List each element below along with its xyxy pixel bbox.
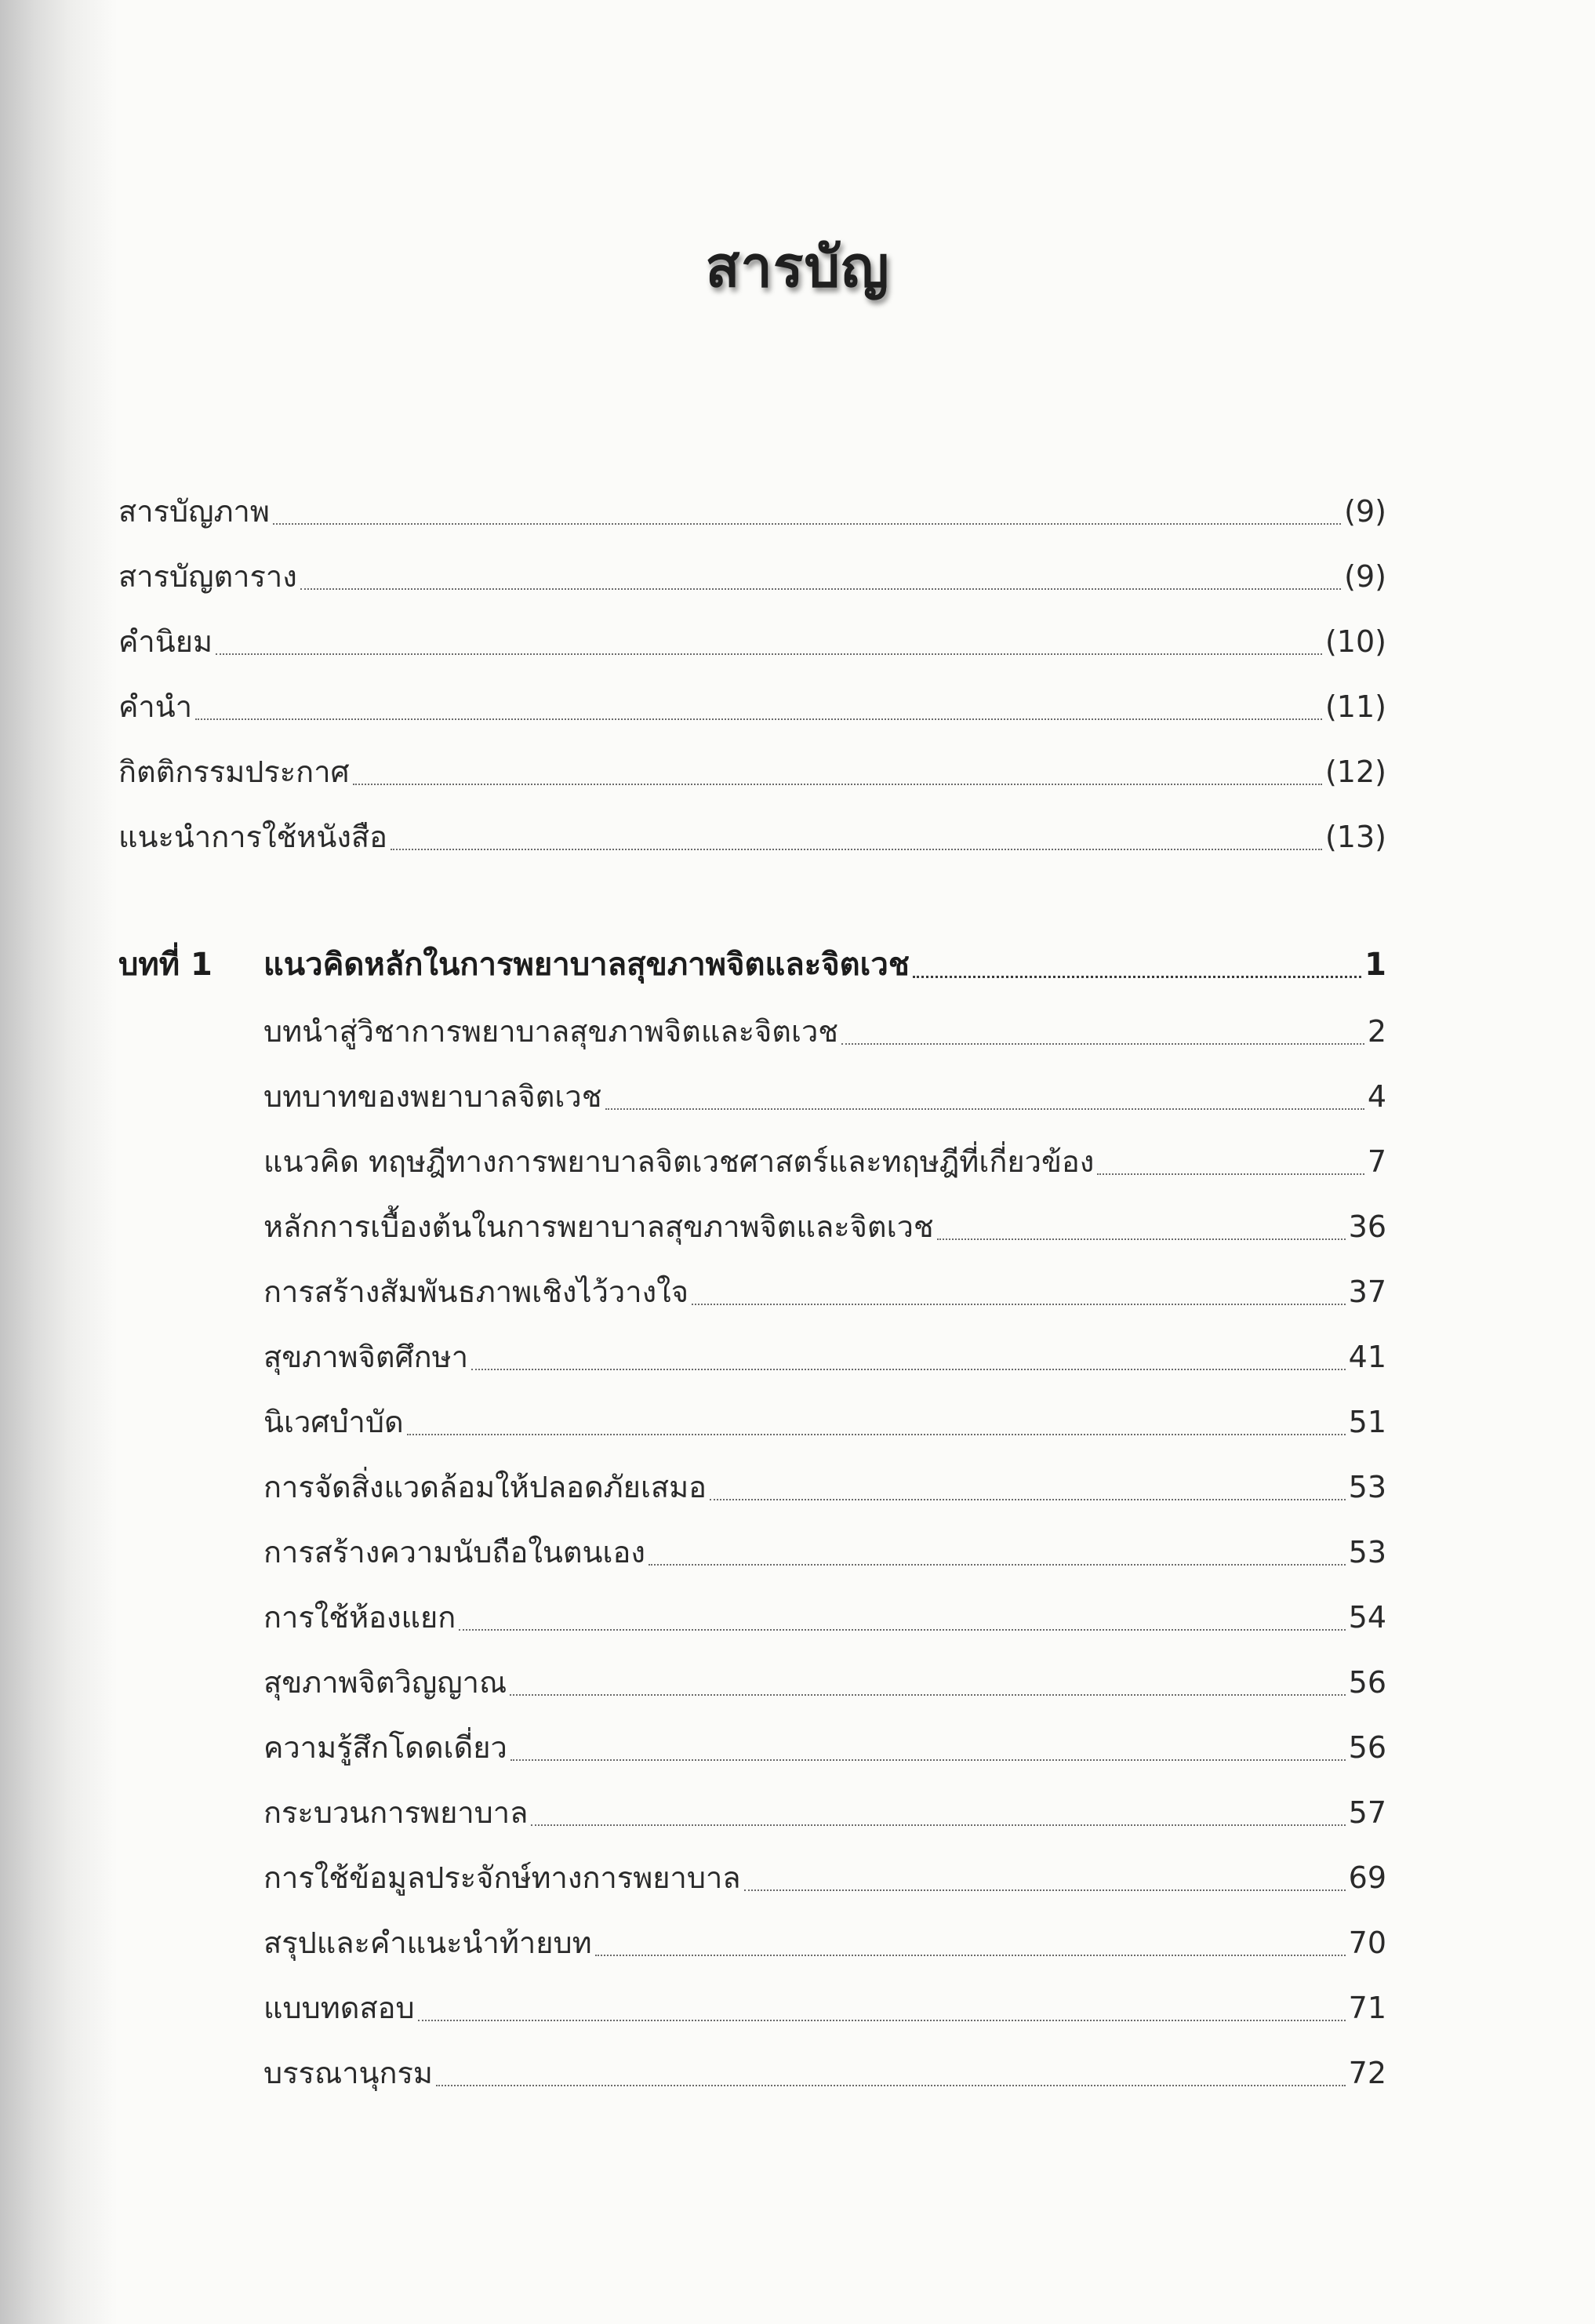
- page-number: 69: [1348, 1860, 1386, 1895]
- entry-label: การใช้ห้องแยก: [263, 1600, 456, 1635]
- entry-label: ความรู้สึกโดดเดี่ยว: [263, 1730, 507, 1765]
- page-number: 71: [1348, 1991, 1386, 2025]
- page-number: 70: [1348, 1926, 1386, 1960]
- dot-leader: [744, 1889, 1346, 1891]
- page-number: 56: [1348, 1730, 1386, 1765]
- dot-leader: [407, 1434, 1346, 1435]
- dot-leader: [273, 523, 1341, 525]
- toc-front-entry: [118, 609, 1386, 675]
- toc-section-entry: [263, 1780, 1386, 1846]
- toc-chapter-heading: [118, 933, 1386, 998]
- entry-label: นิเวศบำบัด: [263, 1405, 404, 1439]
- page-number: 1: [1364, 947, 1386, 983]
- dot-leader: [510, 1759, 1346, 1761]
- dot-leader: [595, 1955, 1346, 1956]
- dot-leader: [937, 1238, 1346, 1240]
- dot-leader: [510, 1694, 1345, 1696]
- dot-leader: [649, 1564, 1346, 1566]
- page-number: (13): [1324, 820, 1386, 854]
- dot-leader: [692, 1304, 1346, 1305]
- page-number: 41: [1348, 1340, 1386, 1374]
- entry-label: สรุปและคำแนะนำท้ายบท: [263, 1926, 592, 1960]
- entry-label: การจัดสิ่งแวดล้อมให้ปลอดภัยเสมอ: [263, 1470, 707, 1504]
- page-number: 57: [1348, 1795, 1386, 1830]
- entry-label: สุขภาพจิตศึกษา: [263, 1340, 469, 1374]
- page-number: 56: [1348, 1665, 1386, 1700]
- dot-leader: [1097, 1173, 1364, 1175]
- toc-section-entry: [263, 1129, 1386, 1195]
- page-title: สารบัญ: [705, 234, 890, 300]
- entry-label: บรรณานุกรม: [263, 2056, 433, 2090]
- page-number: (10): [1324, 624, 1386, 659]
- page-number: 7: [1367, 1144, 1386, 1179]
- dot-leader: [418, 2020, 1346, 2021]
- binding-shadow: [0, 0, 118, 2324]
- page-number: 37: [1348, 1275, 1386, 1309]
- dot-leader: [353, 784, 1322, 785]
- toc-front-entry: [118, 805, 1386, 870]
- entry-label: บทบาทของพยาบาลจิตเวช: [263, 1079, 602, 1114]
- dot-leader: [913, 976, 1361, 978]
- entry-label: สุขภาพจิตวิญญาณ: [263, 1665, 507, 1700]
- toc-section-entry: [263, 2041, 1386, 2106]
- entry-label: การสร้างสัมพันธภาพเชิงไว้วางใจ: [263, 1275, 689, 1309]
- page-number: 51: [1348, 1405, 1386, 1439]
- dot-leader: [459, 1629, 1345, 1631]
- page-number: (9): [1344, 559, 1386, 594]
- page-number: (9): [1344, 494, 1386, 529]
- page-number: 54: [1348, 1600, 1386, 1635]
- entry-label: สารบัญภาพ: [118, 494, 270, 529]
- dot-leader: [531, 1824, 1345, 1826]
- dot-leader: [195, 718, 1322, 720]
- entry-label: บทนำสู่วิชาการพยาบาลสุขภาพจิตและจิตเวช: [263, 1014, 839, 1049]
- toc-section-entry: [263, 999, 1386, 1064]
- dot-leader: [216, 653, 1322, 655]
- entry-label: กระบวนการพยาบาล: [263, 1795, 529, 1830]
- entry-label: กิตติกรรมประกาศ: [118, 755, 350, 789]
- toc-front-entry: [118, 479, 1386, 544]
- page-number: 53: [1348, 1470, 1386, 1504]
- entry-label: แบบทดสอบ: [263, 1991, 415, 2025]
- entry-label: การใช้ข้อมูลประจักษ์ทางการพยาบาล: [263, 1860, 741, 1895]
- toc-section-entry: [263, 1455, 1386, 1520]
- entry-label: สารบัญตาราง: [118, 559, 297, 594]
- toc-section-entry: [263, 1064, 1386, 1129]
- toc-section-entry: [263, 1650, 1386, 1715]
- dot-leader: [605, 1108, 1364, 1110]
- toc-section-entry: [263, 1520, 1386, 1585]
- page-number: 2: [1367, 1014, 1386, 1049]
- toc-section-entry: [263, 1260, 1386, 1325]
- dot-leader: [300, 588, 1341, 590]
- dot-leader: [710, 1499, 1346, 1500]
- toc-front-entry: [118, 544, 1386, 609]
- entry-label: หลักการเบื้องต้นในการพยาบาลสุขภาพจิตและจิตเวช: [263, 1209, 934, 1244]
- page-number: 4: [1367, 1079, 1386, 1114]
- dot-leader: [471, 1369, 1346, 1370]
- page-number: 72: [1348, 2056, 1386, 2090]
- dot-leader: [391, 849, 1322, 850]
- toc-section-entry: [263, 1911, 1386, 1976]
- page-number: 36: [1348, 1209, 1386, 1244]
- page-number: (11): [1324, 689, 1386, 724]
- toc-section-entry: [263, 1976, 1386, 2041]
- entry-label: แนะนำการใช้หนังสือ: [118, 820, 387, 854]
- dot-leader: [841, 1043, 1364, 1045]
- entry-label: การสร้างความนับถือในตนเอง: [263, 1535, 645, 1569]
- toc-section-entry: [263, 1325, 1386, 1390]
- page-number: (12): [1324, 755, 1386, 789]
- page-number: 53: [1348, 1535, 1386, 1569]
- chapter-number: บทที่ 1: [118, 947, 213, 983]
- toc-section-entry: [263, 1715, 1386, 1780]
- toc-section-entry: [263, 1585, 1386, 1650]
- chapter-title: แนวคิดหลักในการพยาบาลสุขภาพจิตและจิตเวช: [263, 947, 910, 983]
- toc-section-entry: [263, 1195, 1386, 1260]
- toc-section-entry: [263, 1390, 1386, 1455]
- toc-section-entry: [263, 1846, 1386, 1911]
- toc-front-entry: [118, 740, 1386, 805]
- dot-leader: [436, 2085, 1346, 2086]
- toc-front-entry: [118, 675, 1386, 740]
- entry-label: คำนำ: [118, 689, 193, 724]
- entry-label: คำนิยม: [118, 624, 213, 659]
- entry-label: แนวคิด ทฤษฎีทางการพยาบาลจิตเวชศาสตร์และทฤษฎีที่เกี่ยวข้อง: [263, 1144, 1095, 1179]
